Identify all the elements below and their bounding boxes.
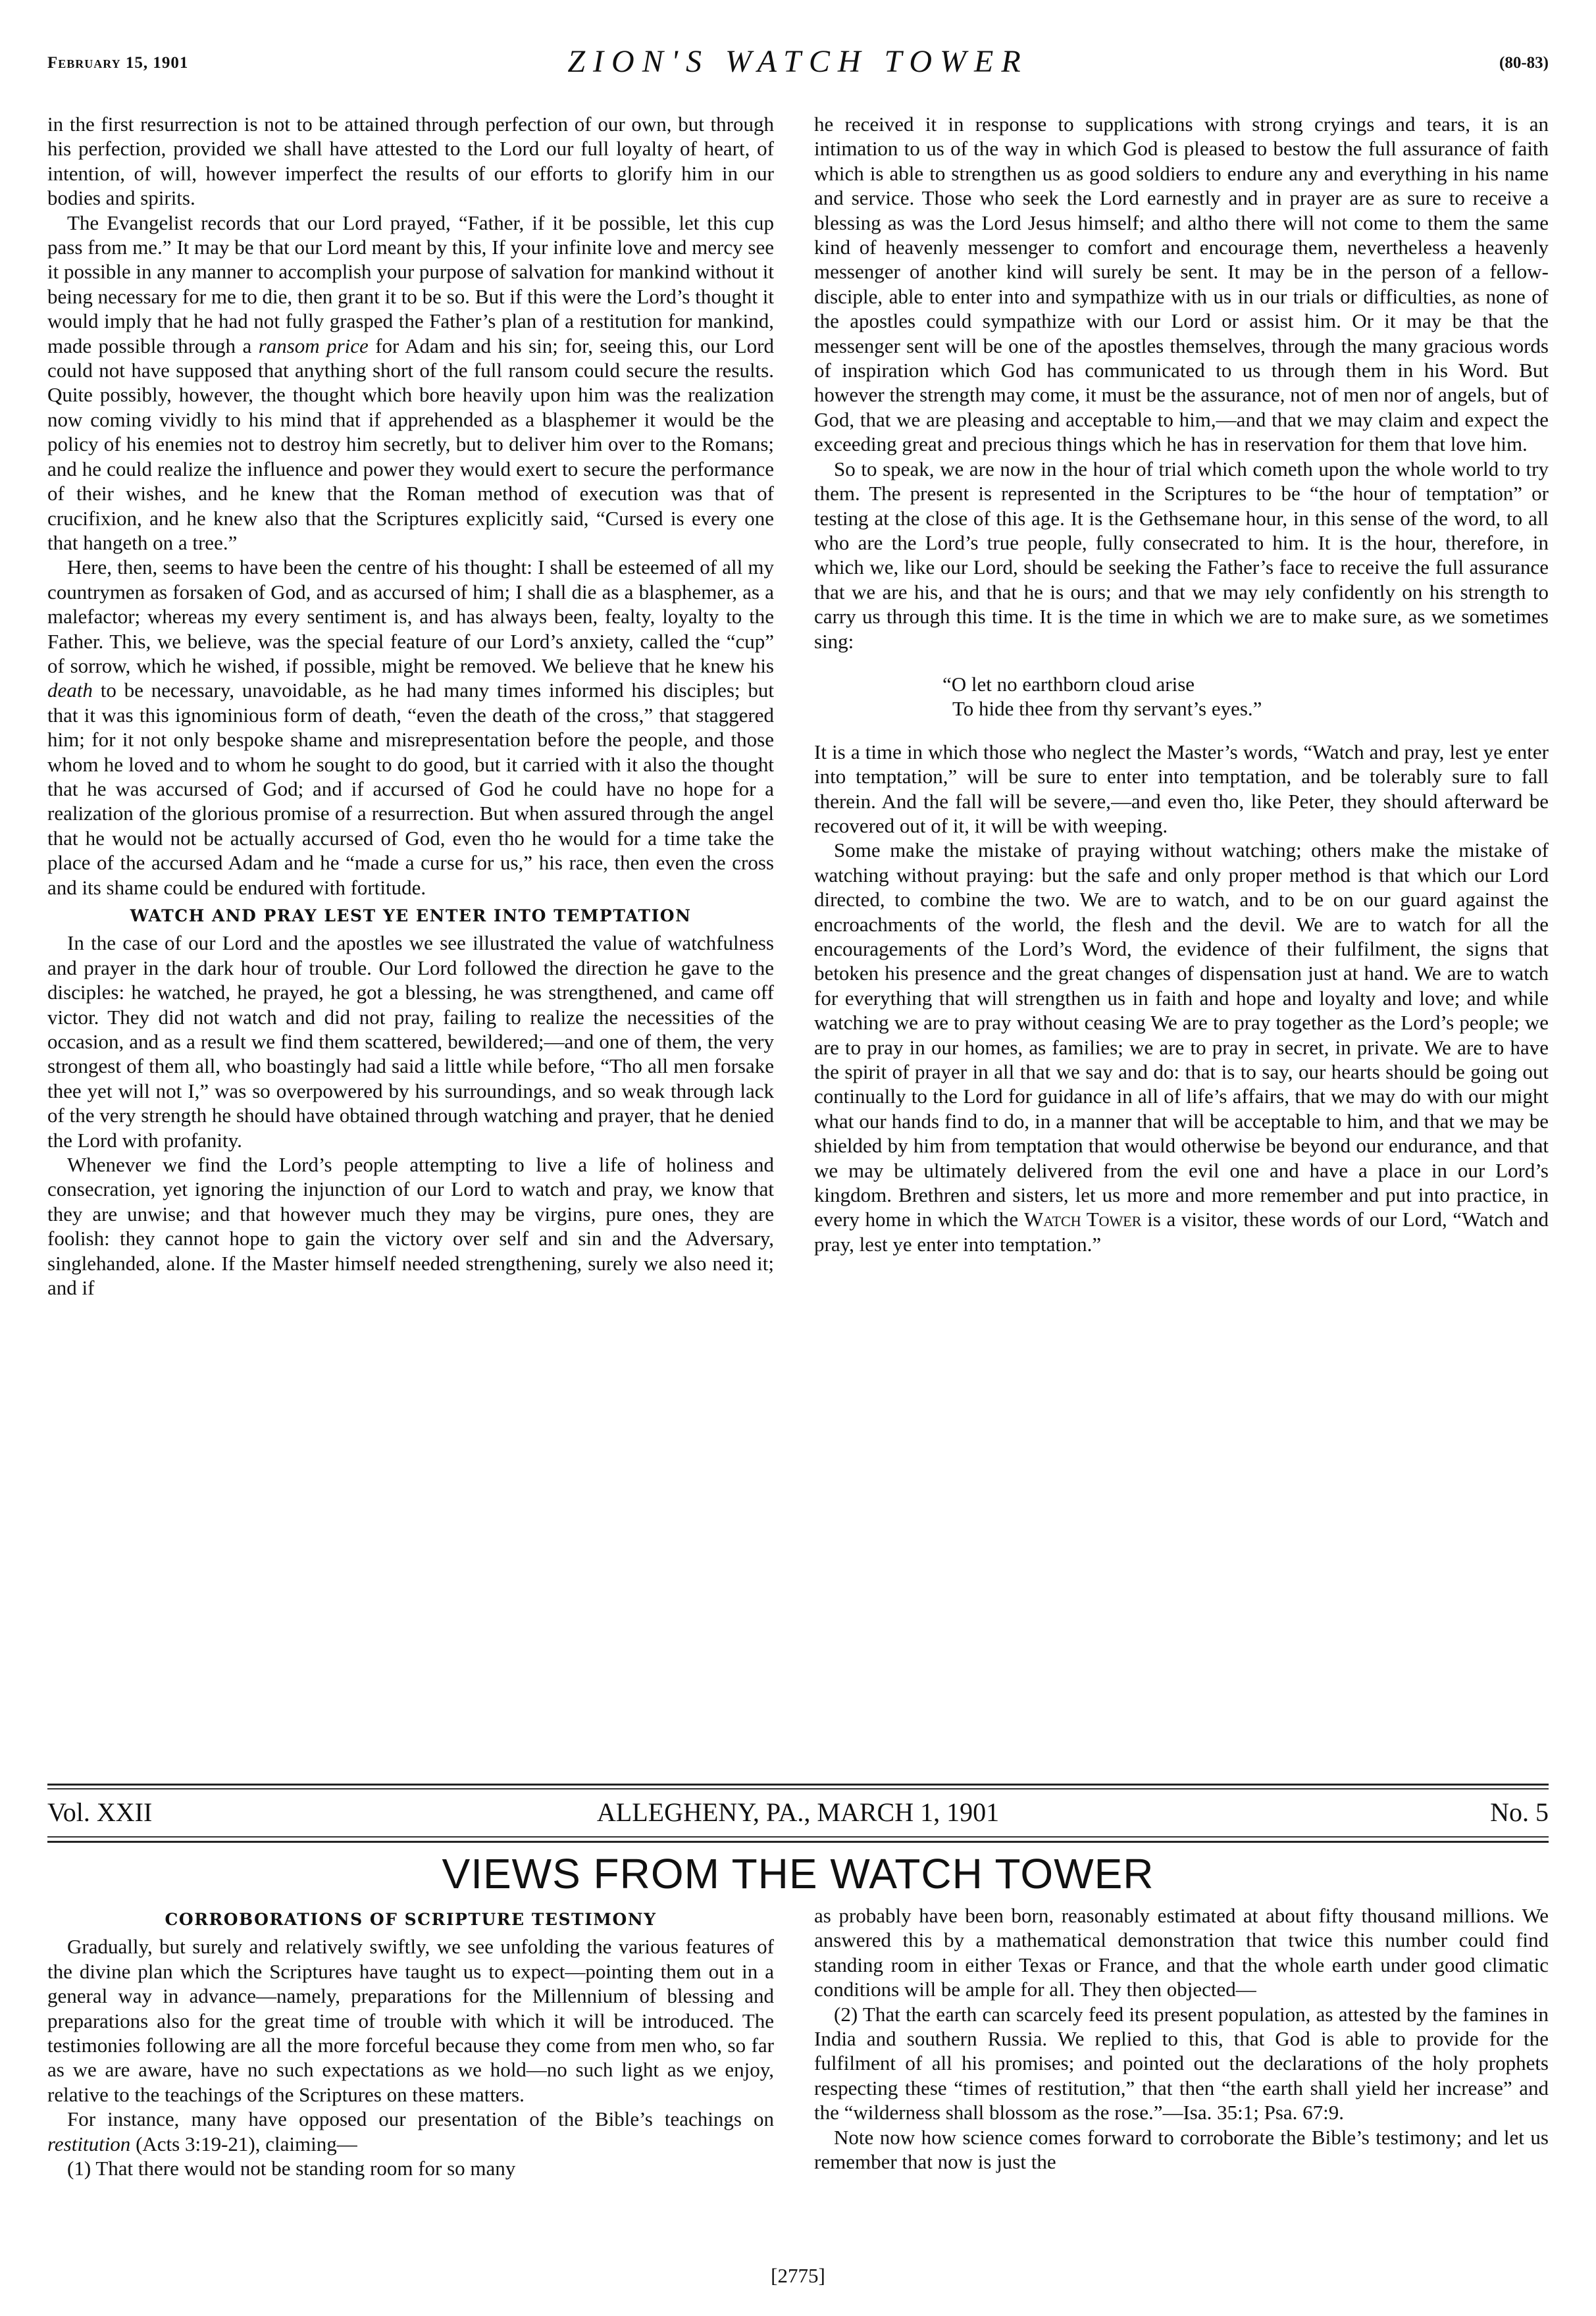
publication-title: ZION'S WATCH TOWER <box>567 44 1029 79</box>
lower-right-column <box>814 1903 1549 2174</box>
running-head <box>47 43 1549 83</box>
issue-number: No. 5 <box>1490 1797 1549 1827</box>
upper-right-column <box>814 112 1549 1256</box>
page-range: (80-83) <box>1499 54 1549 72</box>
place-and-date: ALLEGHENY, PA., MARCH 1, 1901 <box>596 1797 1000 1827</box>
paragraph: Here, then, seems to have been the centre of his thought: I shall be esteemed of all my countrymen as forsaken of God, and as accursed of him; I shall die as a blasphemer, as a malefactor; whereas my every sentiment is, and has always been, fealty, loyalty to the Father. This, we believe, was the special feature of our Lord’s anxiety, called the “cup” of sorrow, which he wished, if possible, might be removed. We believe that he knew his death to be necessary, unavoidable, as he had many times informed his disciples; but that it was this ignominious form of death, “even the death of the cross,” that staggered him; for it not only bespoke shame and misrepresentation before the people, and those whom he loved and to whom he sought to do good, but it carried with it also the thought that he was accursed of God; and if accursed of God he could have no hope for a realization of the glorious promise of a resurrection. But when assured through the angel that he would not be actually accursed of God, even tho he would for a time take the place of the accursed Adam and he “made a curse for us,” his race, then even the cross and its shame could be endured with fortitude. <box>47 555 774 899</box>
paragraph: Note now how science comes forward to corroborate the Bible’s testimony; and let us remember that now is just the <box>814 2125 1549 2174</box>
masthead-rule-top <box>47 1784 1549 1786</box>
masthead-rule-bottom <box>47 1841 1549 1843</box>
masthead <box>47 1797 1549 1830</box>
masthead-rule-top-thin <box>47 1788 1549 1789</box>
paragraph: in the first resurrection is not to be attained through perfection of our own, but through his perfection, provided we shall have attested to the Lord our full loyalty of heart, of intention, of will, however imperfect the results of our efforts to glorify him in our bodies and spirits. <box>47 113 774 210</box>
paragraph: Gradually, but surely and relatively swiftly, we see unfolding the various features of the divine plan which the Scriptures have taught us to expect—pointing them out in a general way in advance—namely, preparations for the Millennium of blessing and preparations also for the great time of trouble with which it will be introduced. The testimonies following are all the more forceful because they come from men who, so far as we are aware, have no such expectations as we hold—no such light as we enjoy, relative to the teachings of the Scriptures on these matters. <box>47 1935 774 2106</box>
paragraph: as probably have been born, reasonably estimated at about fifty thousand millions. We answered this by a mathematical demonstration that twice this number could find standing room in either Texas or France, and that the whole earth under good climatic conditions will be ample for all. They then objected— <box>814 1904 1549 2001</box>
section-heading: WATCH AND PRAY LEST YE ENTER INTO TEMPTATION <box>130 906 692 925</box>
section-heading: CORROBORATIONS OF SCRIPTURE TESTIMONY <box>165 1910 657 1929</box>
emphasis: ransom price <box>258 334 369 357</box>
lower-left-column <box>47 1903 774 2180</box>
hymn-quotation <box>814 672 1549 721</box>
paragraph: (1) That there would not be standing room for so many <box>67 2157 516 2180</box>
issue-date: February 15, 1901 <box>47 54 189 72</box>
paragraph: In the case of our Lord and the apostles we see illustrated the value of watchfulness and prayer in the dark hour of trouble. Our Lord followed the direction he gave to the disciples: he watched, he prayed, he got a blessing, he was strengthened, and came off victor. They did not watch and did not pray, failing to realize the necessities of the occasion, and as a result we find them scattered, bewildered;—and one of them, the very strongest of them all, who boastingly had said a little while before, “Tho all men forsake thee yet will not I,” was so overpowered by his surroundings, and so weak through lack of the very strength he should have obtained through watching and prayer, that he denied the Lord with profanity. <box>47 931 774 1152</box>
emphasis: restitution <box>47 2132 131 2155</box>
article-title: VIEWS FROM THE WATCH TOWER <box>442 1850 1154 1897</box>
masthead-rule-bottom-thin <box>47 1836 1549 1838</box>
paragraph: It is a time in which those who neglect the Master’s words, “Watch and pray, lest ye enter into temptation,” will be sure to enter into temptation, and be tolerably sure to fall therein. And the fall will be severe,—and even tho, like Peter, they should afterward be recovered out of it, it will be with weeping. <box>814 740 1549 837</box>
paragraph: (2) That the earth can scarcely feed its present population, as attested by the famines in India and southern Russia. We replied to this, that God is able to provide for the fulfilment of all his promises; and pointed out the declarations of the holy prophets respecting these “times of restitution,” that then “the earth shall yield her increase” and the “wilderness shall blossom as the rose.”—Isa. 35:1; Psa. 67:9. <box>814 2002 1549 2124</box>
poem-line: “O let no earthborn cloud arise <box>942 672 1195 696</box>
paragraph: Whenever we find the Lord’s people attempting to live a life of holiness and consecration, yet ignoring the injunction of our Lord to watch and pray, we know that they are unwise; and that however much they may be virgins, pure ones, they are foolish: they cannot hope to gain the victory over self and sin and the Adversary, singlehanded, alone. If the Master himself needed strengthening, surely we also need it; and if <box>47 1153 774 1300</box>
emphasis: death <box>47 679 93 702</box>
small-caps-title: Watch Tower <box>1023 1208 1142 1231</box>
paragraph: So to speak, we are now in the hour of trial which cometh upon the whole world to try them. The present is represented in the Scriptures to be “the hour of temptation” or testing at the close of this age. It is the Gethsemane hour, in this sense of the word, to all who are the Lord’s true people, fully consecrated to him. It is the hour, therefore, in which we, like our Lord, should be seeking the Father’s face to receive the full assurance that we are his, and that he is ours; and that we may ıely confidently on his strength to carry us through this time. It is the time in which we are to make sure, as we sometimes sing: <box>814 457 1549 653</box>
page-number: [2775] <box>771 2264 825 2287</box>
paragraph: Some make the mistake of praying without watching; others make the mistake of watching without praying: but the safe and only proper method is that which our Lord directed, to combine the two. We are to watch, and to be on our guard against the encroachments of the world, the flesh and the devil. We are to watch for all the encouragements of the Lord’s Word, the evidence of their fulfilment, the signs that betoken his presence and the great changes of dispensation just at hand. We are to watch for everything that will strengthen us in faith and hope and loyalty and love; and while watching we are to pray without ceasing We are to pray together as the Lord’s people; we are to pray in our homes, as families; we are to pray in secret, in private. We are to have the spirit of prayer in all that we say and do: that is to say, our hearts should be going out continually to the Lord for guidance in all of life’s affairs, that we may do with our might what our hands find to do, in a manner that will be acceptable to him, and that we may be shielded by him from temptation that would otherwise be beyond our endurance, and that we may be ultimately delivered from the evil one and have a place in our Lord’s kingdom. Brethren and sisters, let us more and more remember and put into practice, in every home in which the Watch Tower is a visitor, these words of our Lord, “Watch and pray, lest ye enter into temptation.” <box>814 838 1549 1256</box>
poem-line: To hide thee from thy servant’s eyes.” <box>952 697 1262 721</box>
paragraph: The Evangelist records that our Lord prayed, “Father, if it be possible, let this cup pass from me.” It may be that our Lord meant by this, If your infinite love and mercy see it possible in any manner to accomplish your purpose of salvation for mankind without it being necessary for me to die, then grant it to be so. But if this were the Lord’s thought it would imply that he had not fully grasped the Father’s plan of a restitution for mankind, made possible through a ransom price for Adam and his sin; for, seeing this, our Lord could not have supposed that anything short of the full ransom could secure the results. Quite possibly, however, the thought which bore heavily upon him was the realization now coming vividly to his mind that if apprehended as a blasphemer it would be the policy of his enemies not to destroy him secretly, but to deliver him over to the Romans; and he could realize the influence and power they would exert to secure the performance of their wishes, and he knew that the Roman method of execution was that of crucifixion, and he knew also that the Scriptures explicitly said, “Cursed is every one that hangeth on a tree.” <box>47 211 774 554</box>
upper-left-column <box>47 112 774 1300</box>
paragraph: For instance, many have opposed our presentation of the Bible’s teachings on restitution (Acts 3:19-21), claiming— <box>47 2107 774 2155</box>
volume-number: Vol. XXII <box>47 1797 153 1827</box>
paragraph: he received it in response to supplications with strong cryings and tears, it is an intimation to us of the way in which God is pleased to bestow the full assurance of faith which is able to strengthen us as good soldiers to endure any and everything in his name and service. Those who seek the Lord earnestly and in prayer are as sure to receive a blessing as was the Lord Jesus himself; and altho there will not come to them the same kind of heavenly messenger to comfort and encourage them, nevertheless a heavenly messenger of another kind will surely be sent. It may be in the person of a fellow-disciple, able to enter into and sympathize with us in our trials or difficulties, as none of the apostles could sympathize with our Lord or assist him. Or it may be that the messenger sent will be one of the apostles themselves, through the many gracious words of inspiration which God has communicated to us through them in his Word. But however the strength may come, it must be the assurance, not of men nor of angels, but of God, that we are pleasing and acceptable to him,—and that we may claim and expect the exceeding great and precious things which he has in reservation for them that love him. <box>814 113 1549 456</box>
